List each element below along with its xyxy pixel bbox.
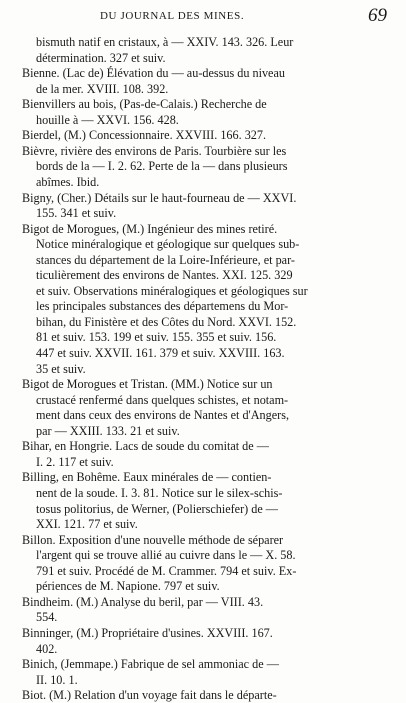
index-entry-line: bords de la — I. 2. 62. Perte de la — dans plusieurs	[36, 159, 288, 174]
index-entry-line: les principales substances des départemens du Mor-	[36, 299, 289, 314]
index-entry-line: tosus politorius, de Werner, (Polierschiefer) de —	[36, 501, 278, 516]
index-entry-heading-line: Billon. Exposition d'une nouvelle méthode de séparer	[22, 532, 284, 547]
index-entry-line: ticulièrement des environs de Nantes. XXI. 125. 329	[36, 268, 293, 283]
index-entry-heading-line: Bièvre, rivière des environs de Paris. Tourbière sur les	[22, 143, 287, 158]
index-entry-line: houille à — XXVI. 156. 428.	[36, 112, 179, 127]
index-entry-heading-line: Binninger, (M.) Propriétaire d'usines. XXVIII. 167.	[22, 625, 273, 640]
running-head: DU JOURNAL DES MINES.	[100, 10, 245, 22]
index-entry-line: XXI. 121. 77 et suiv.	[36, 517, 138, 531]
index-entry-heading-line: Biot. (M.) Relation d'un voyage fait dans le départe-	[22, 688, 277, 703]
index-entry-line: détermination. 327 et suiv.	[36, 50, 166, 65]
index-entry-line: nent de la soude. I. 3. 81. Notice sur le silex-schis-	[36, 486, 283, 500]
index-entry-line: Notice minéralogique et géologique sur quelques sub-	[36, 237, 300, 252]
index-entry-line: par — XXIII. 133. 21 et suiv.	[36, 423, 180, 438]
index-entry-line: stances du département de la Loire-Inférieure, et par-	[36, 252, 295, 267]
index-entry-heading-line: Billing, en Bohême. Eaux minérales de — contien-	[22, 470, 272, 485]
index-entry-heading-line: Binich, (Jemmape.) Fabrique de sel ammoniac de —	[22, 657, 279, 671]
page-number: 69	[368, 5, 387, 26]
index-entry-line: ment dans ceux des environs de Nantes et d'Angers,	[36, 408, 289, 423]
index-entry-line: abîmes. Ibid.	[36, 175, 100, 189]
index-entry-line: 35 et suiv.	[36, 361, 86, 376]
index-entry-line: bihan, du Finistère et des Côtes du Nord. XXVI. 152.	[36, 314, 297, 329]
index-entry-line: 81 et suiv. 153. 199 et suiv. 155. 355 et suiv. 156.	[36, 330, 277, 345]
index-entry-heading-line: Bienvillers au bois, (Pas-de-Calais.) Recherche de	[22, 97, 267, 112]
index-entry-line: et suiv. Observations minéralogiques et géologiques sur	[36, 283, 308, 298]
index-entry-line: 791 et suiv. Procédé de M. Crammer. 794 et suiv. Ex-	[36, 563, 297, 578]
index-entry-line: l'argent qui se trouve allié au cuivre dans le — X. 58.	[36, 548, 296, 563]
index-entry-line: périences de M. Napione. 797 et suiv.	[36, 579, 220, 594]
index-entry-line: I. 2. 117 et suiv.	[36, 454, 114, 469]
index-entry-line: bismuth natif en cristaux, à — XXIV. 143. 326. Leur	[36, 35, 294, 49]
index-entry-heading-line: Bindheim. (M.) Analyse du beril, par — VIII. 43.	[22, 594, 264, 609]
index-entry-line: 447 et suiv. XXVII. 161. 379 et suiv. XXVIII. 163.	[36, 346, 285, 360]
index-entry-line: 554.	[36, 610, 58, 625]
index-entry-line: de la mer. XVIII. 108. 392.	[36, 81, 169, 96]
index-entry-heading-line: Bigot de Morogues, (M.) Ingénieur des mines retiré.	[22, 221, 278, 236]
index-entry-heading-line: Bigot de Morogues et Tristan. (MM.) Notice sur un	[22, 377, 273, 392]
index-entry-heading-line: Bigny, (Cher.) Détails sur le haut-fourneau de — XXVI.	[22, 190, 297, 205]
index-entry-heading-line: Bierdel, (M.) Concessionnaire. XXVIII. 166. 327.	[22, 128, 267, 143]
index-entry-heading-line: Bienne. (Lac de) Élévation du — au-dessus du niveau	[22, 66, 285, 81]
index-entry-line: II. 10. 1.	[36, 672, 78, 687]
index-entry-line: crustacé renfermé dans quelques schistes, et notam-	[36, 392, 289, 407]
index-entry-heading-line: Bihar, en Hongrie. Lacs de soude du comitat de —	[22, 439, 269, 454]
index-entry-line: 155. 341 et suiv.	[36, 206, 117, 221]
index-entry-line: 402.	[36, 641, 58, 656]
